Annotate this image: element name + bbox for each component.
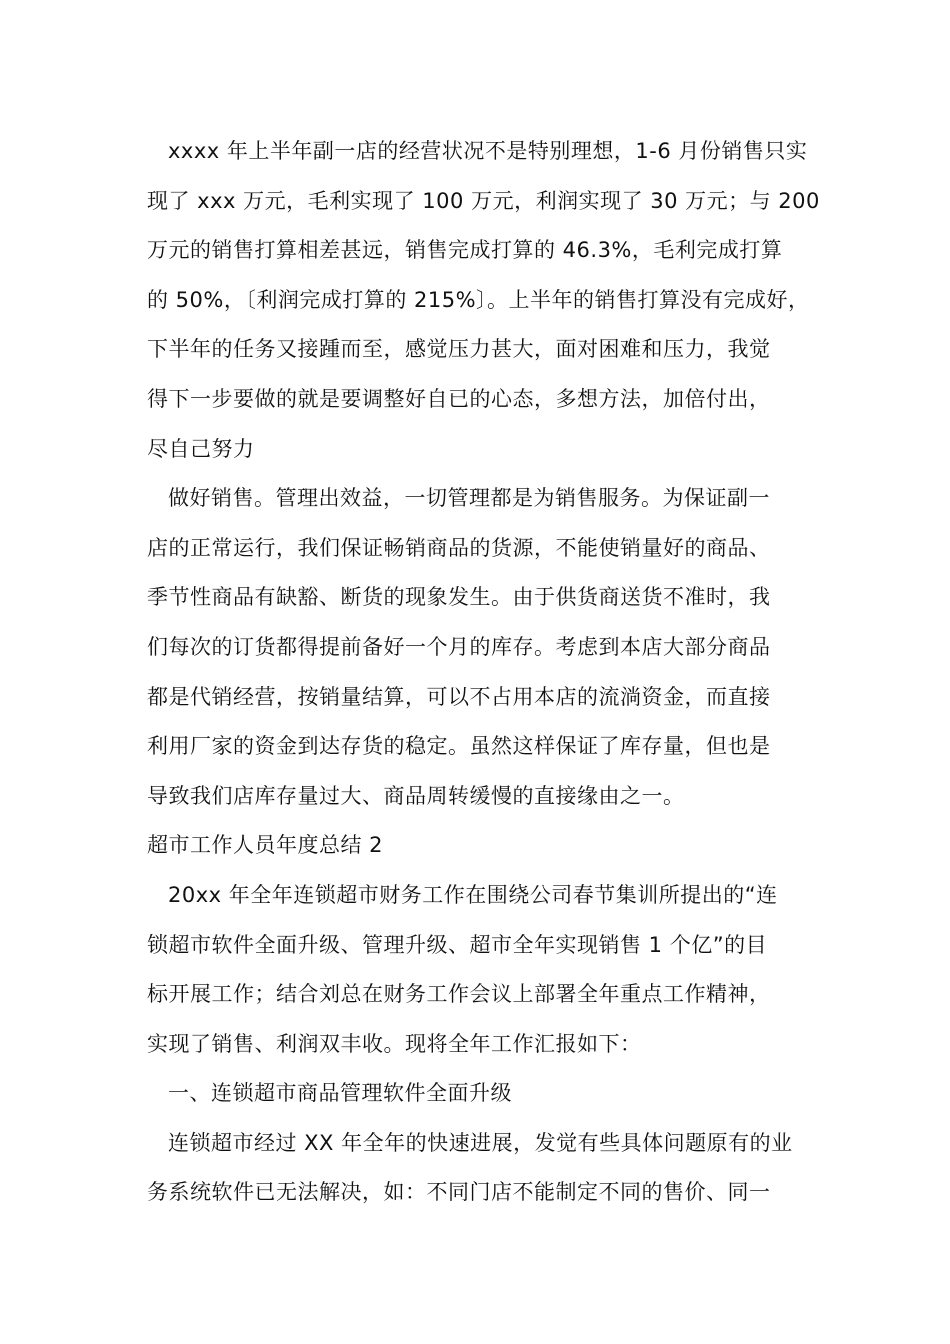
document-body [147, 127, 827, 1218]
paragraph-line: 利用厂家的资金到达存货的稳定。虽然这样保证了库存量，但也是 [147, 734, 771, 759]
paragraph-line: 下半年的任务又接踵而至，感觉压力甚大，面对困难和压力，我觉 [147, 337, 771, 362]
paragraph-line: 锁超市软件全面升级、管理升级、超市全年实现销售 1 个亿”的目 [147, 932, 768, 957]
paragraph-line: 务系统软件已无法解决，如：不同门店不能制定不同的售价、同一 [147, 1180, 771, 1205]
paragraph-line: 店的正常运行，我们保证畅销商品的货源，不能使销量好的商品、 [147, 535, 771, 560]
paragraph-line: 导致我们店库存量过大、商品周转缓慢的直接缘由之一。 [147, 783, 685, 808]
paragraph-line: 们每次的订货都得提前备好一个月的库存。考虑到本店大部分商品 [147, 634, 771, 659]
section-heading: 超市工作人员年度总结 2 [147, 833, 384, 858]
paragraph-line: 的 50%，〔利润完成打算的 215%〕。上半年的销售打算没有完成好， [147, 287, 810, 312]
paragraph-line: 尽自己努力 [147, 436, 255, 461]
subsection-heading: 一、连锁超市商品管理软件全面升级 [168, 1081, 512, 1106]
paragraph-line: 标开展工作；结合刘总在财务工作会议上部署全年重点工作精神， [147, 982, 771, 1007]
paragraph-line: 万元的销售打算相差甚远，销售完成打算的 46.3%，毛利完成打算 [147, 238, 783, 263]
paragraph-line: xxxx 年上半年副一店的经营状况不是特别理想，1-6 月份销售只实 [168, 139, 808, 163]
paragraph-line: 做好销售。管理出效益，一切管理都是为销售服务。为保证副一 [168, 486, 770, 511]
paragraph-line: 连锁超市经过 XX 年全年的快速进展，发觉有些具体问题原有的业 [168, 1130, 793, 1155]
paragraph-line: 都是代销经营，按销量结算，可以不占用本店的流淌资金，而直接 [147, 684, 771, 709]
paragraph-line: 季节性商品有缺豁、断货的现象发生。由于供货商送货不准时，我 [147, 585, 771, 610]
paragraph-line: 得下一步要做的就是要调整好自已的心态，多想方法，加倍付出， [147, 386, 771, 411]
paragraph-line: 20xx 年全年连锁超市财务工作在围绕公司春节集训所提出的“连 [168, 882, 778, 907]
paragraph-line: 实现了销售、利润双丰收。现将全年工作汇报如下： [147, 1031, 642, 1056]
paragraph-line: 现了 xxx 万元，毛利实现了 100 万元，利润实现了 30 万元；与 200 [147, 188, 820, 213]
